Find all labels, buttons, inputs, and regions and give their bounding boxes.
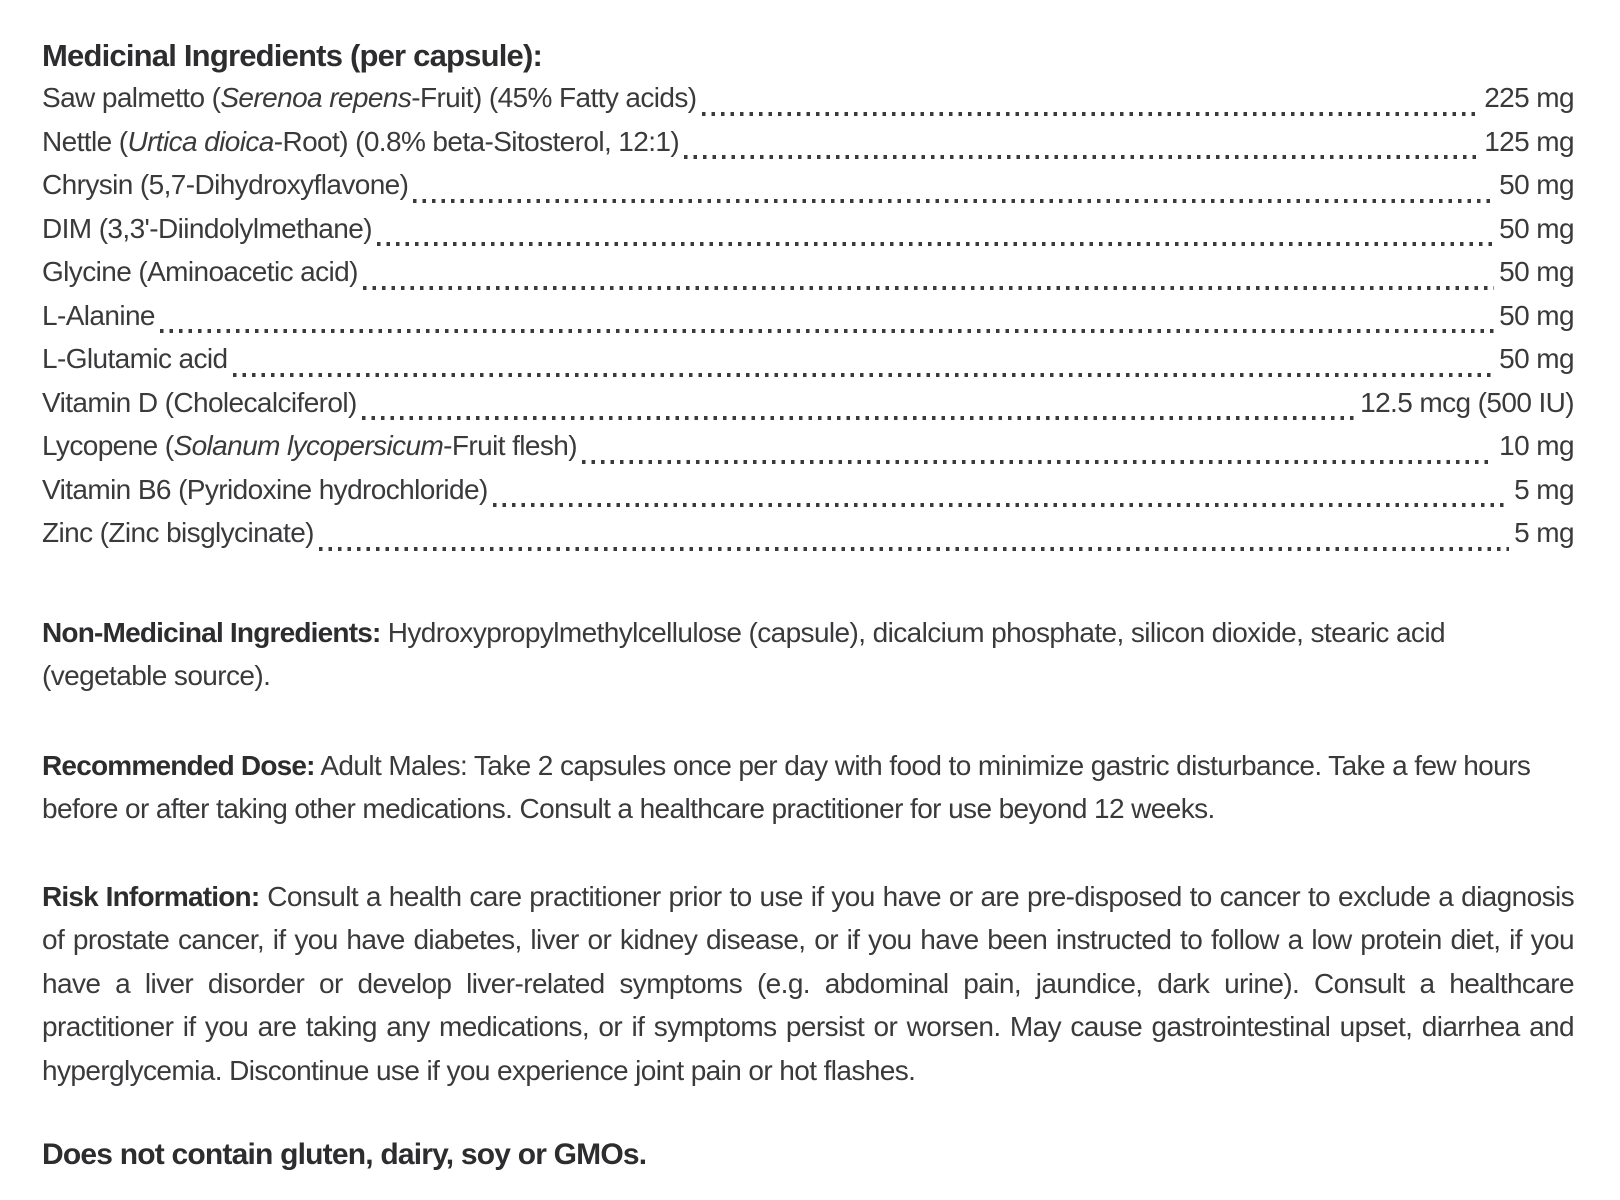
dot-leader bbox=[413, 199, 1494, 203]
ingredient-name: L-Alanine bbox=[42, 299, 155, 331]
ingredient-row bbox=[42, 517, 1574, 561]
ingredient-name: Vitamin D (Cholecalciferol) bbox=[42, 386, 357, 418]
ingredient-amount: 50 mg bbox=[1499, 169, 1574, 200]
ingredient-name: Chrysin (5,7-Dihydroxyflavone) bbox=[42, 169, 409, 200]
ingredient-row bbox=[42, 213, 1574, 257]
dot-leader bbox=[362, 416, 1355, 420]
ingredient-row bbox=[42, 126, 1574, 170]
dot-leader bbox=[363, 286, 1494, 290]
ingredient-amount: 12.5 mcg (500 IU) bbox=[1360, 386, 1574, 418]
ingredient-amount: 10 mg bbox=[1499, 430, 1574, 461]
non-medicinal-ingredients-text: Hydroxypropylmethylcellulose (capsule), dicalcium phosphate, silicon dioxide, stearic acid (vegetable source). bbox=[42, 616, 1445, 691]
ingredient-name: Nettle (Urtica dioica-Root) (0.8% beta-Sitosterol, 12:1) bbox=[42, 125, 680, 157]
dot-leader bbox=[582, 460, 1494, 464]
ingredient-row bbox=[42, 474, 1574, 518]
recommended-dose-text: Adult Males: Take 2 capsules once per day with food to minimize gastric disturbance. Take a few hours before or after taking other medications. Consult a healthcare practitioner for use beyond 12 weeks. bbox=[42, 749, 1531, 824]
ingredient-amount: 125 mg bbox=[1484, 125, 1574, 157]
non-medicinal-ingredients-label: Non-Medicinal Ingredients: bbox=[42, 616, 381, 648]
dot-leader bbox=[702, 112, 1480, 116]
dot-leader bbox=[319, 547, 1509, 551]
ingredient-row bbox=[42, 169, 1574, 213]
medicinal-ingredients-heading: Medicinal Ingredients (per capsule): bbox=[42, 38, 543, 73]
ingredient-name: Vitamin B6 (Pyridoxine hydrochloride) bbox=[42, 473, 488, 505]
ingredient-row bbox=[42, 343, 1574, 387]
ingredient-name: DIM (3,3'-Diindolylmethane) bbox=[42, 212, 372, 244]
ingredient-amount: 5 mg bbox=[1514, 517, 1574, 548]
ingredient-name: L-Glutamic acid bbox=[42, 343, 228, 374]
allergen-statement: Does not contain gluten, dairy, soy or GMOs. bbox=[42, 1138, 647, 1171]
medicinal-ingredients-list bbox=[42, 82, 1574, 561]
risk-information-label: Risk Information: bbox=[42, 880, 260, 912]
ingredient-amount: 225 mg bbox=[1484, 82, 1574, 113]
ingredient-name: Glycine (Aminoacetic acid) bbox=[42, 256, 358, 287]
dot-leader bbox=[377, 242, 1494, 246]
recommended-dose-paragraph bbox=[42, 744, 1574, 831]
ingredient-row bbox=[42, 300, 1574, 344]
ingredient-row bbox=[42, 430, 1574, 474]
recommended-dose-label: Recommended Dose: bbox=[42, 749, 315, 781]
ingredient-name: Zinc (Zinc bisglycinate) bbox=[42, 517, 314, 548]
ingredient-amount: 5 mg bbox=[1514, 473, 1574, 505]
risk-information-text: Consult a health care practitioner prior to use if you have or are pre-disposed to cancer to exclude a diagnosis of prostate cancer, if you have diabetes, liver or kidney disease, or if you have been instructed to follow a low protein diet, if you have a liver disorder or develop liver-related symptoms (e.g. abdominal pain, jaundice, dark urine). Consult a healthcare practitioner if you are taking any medications, or if symptoms persist or worsen. May cause gastrointestinal upset, diarrhea and hyperglycemia. Discontinue use if you experience joint pain or hot flashes. bbox=[42, 880, 1574, 1086]
ingredient-name: Saw palmetto (Serenoa repens-Fruit) (45% Fatty acids) bbox=[42, 82, 697, 113]
ingredient-amount: 50 mg bbox=[1499, 256, 1574, 287]
ingredient-row bbox=[42, 82, 1574, 126]
risk-information-paragraph bbox=[42, 875, 1574, 1093]
ingredient-amount: 50 mg bbox=[1499, 343, 1574, 374]
ingredient-name: Lycopene (Solanum lycopersicum-Fruit flesh) bbox=[42, 430, 577, 461]
ingredient-row bbox=[42, 387, 1574, 431]
dot-leader bbox=[493, 503, 1509, 507]
dot-leader bbox=[684, 155, 1479, 159]
dot-leader bbox=[233, 373, 1495, 377]
dot-leader bbox=[160, 329, 1494, 333]
ingredient-row bbox=[42, 256, 1574, 300]
ingredient-amount: 50 mg bbox=[1499, 212, 1574, 244]
ingredient-amount: 50 mg bbox=[1499, 299, 1574, 331]
non-medicinal-ingredients-paragraph bbox=[42, 611, 1574, 698]
